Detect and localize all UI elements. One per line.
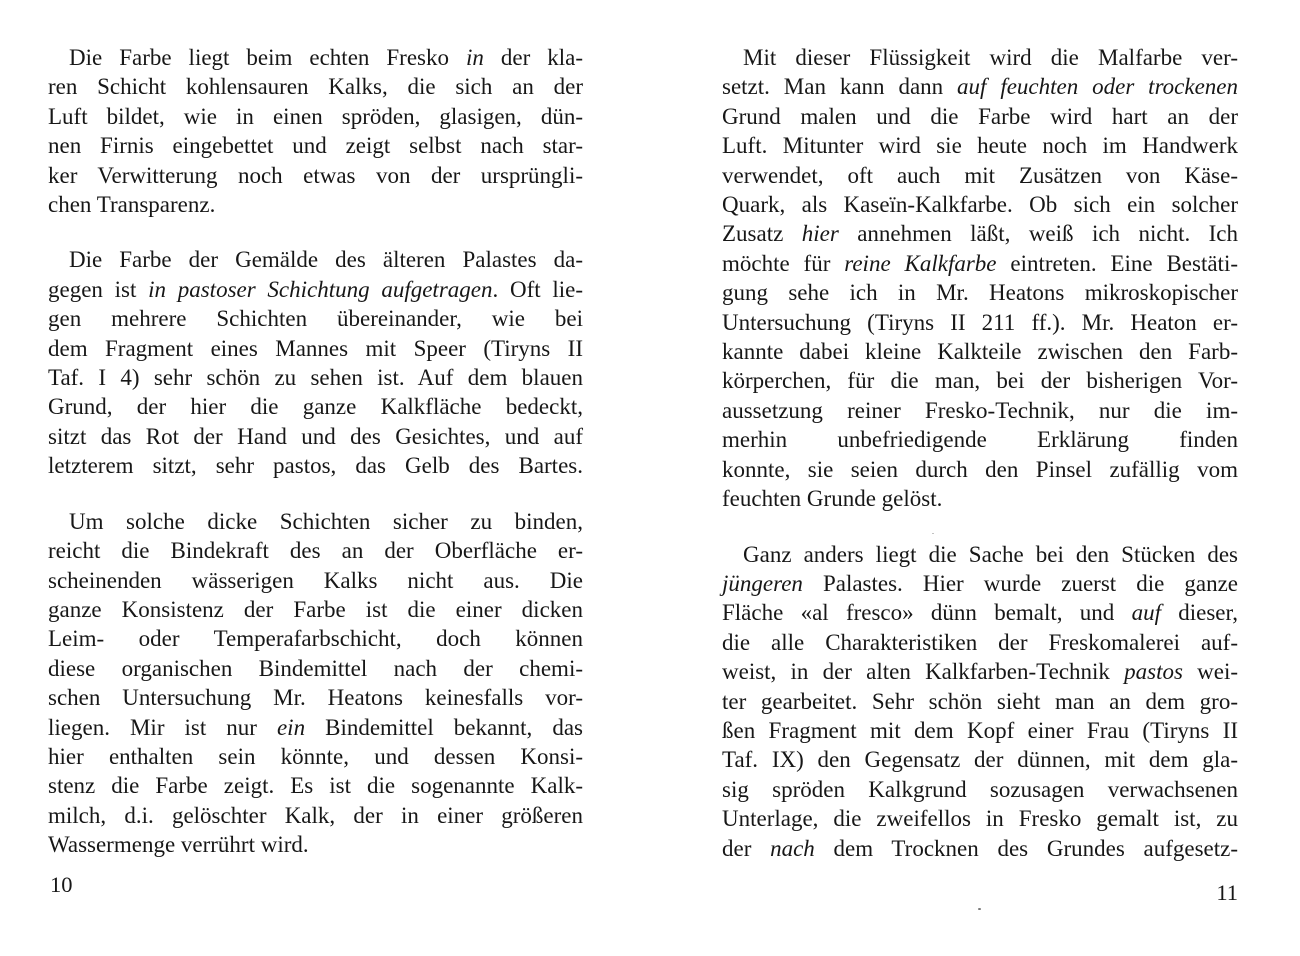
- page-right-text-block: [722, 43, 1238, 863]
- italic-text-segment: in pastoser Schichtung aufgetragen: [148, 276, 493, 302]
- text-segment: Die Farbe der Gemälde des älteren Palastes da-: [69, 247, 583, 273]
- text-line: [722, 425, 1238, 454]
- text-segment: Zusatz: [722, 221, 802, 247]
- text-line: [48, 624, 583, 653]
- text-line: [48, 190, 583, 219]
- text-segment: Mit dieser Flüssigkeit wird die Malfarbe ver-: [743, 45, 1238, 70]
- text-line: [722, 249, 1238, 278]
- text-line: [722, 834, 1238, 863]
- text-segment: Quark, als Kaseïn-Kalkfarbe. Ob sich ein solcher: [722, 192, 1238, 218]
- scan-speck: [978, 908, 981, 910]
- text-segment: gen mehrere Schichten übereinander, wie bei: [48, 306, 583, 332]
- text-segment: körperchen, für die man, bei der bisherigen Vor-: [722, 368, 1238, 394]
- italic-text-segment: hier: [801, 221, 839, 247]
- text-segment: diese organischen Bindemittel nach der chemi-: [48, 655, 583, 681]
- text-segment: dieser,: [1160, 600, 1238, 626]
- text-segment: gung sehe ich in Mr. Heatons mikroskopischer: [722, 280, 1238, 306]
- text-segment: gegen ist: [48, 276, 149, 302]
- text-line: [48, 713, 583, 742]
- text-segment: merhin unbefriedigende Erklärung finden: [722, 427, 1238, 453]
- text-line: [722, 190, 1238, 219]
- text-segment: ter gearbeitet. Sehr schön sieht man an dem gro-: [722, 688, 1238, 714]
- text-line: [48, 43, 583, 72]
- text-segment: . Oft lie-: [492, 276, 583, 302]
- text-line: [48, 683, 583, 712]
- text-line: [722, 219, 1238, 248]
- text-segment: feuchten Grunde gelöst.: [722, 486, 943, 512]
- text-line: [48, 304, 583, 333]
- text-segment: wei-: [1182, 659, 1238, 685]
- text-line: [48, 334, 583, 363]
- text-line: [722, 687, 1238, 716]
- text-line: [722, 102, 1238, 131]
- text-segment: setzt. Man kann dann: [722, 74, 958, 100]
- text-line: [48, 72, 583, 101]
- text-line: [48, 507, 583, 536]
- paragraph: [48, 245, 583, 480]
- text-segment: möchte für: [722, 250, 845, 276]
- text-line: [722, 72, 1238, 101]
- text-segment: Luft bildet, wie in einen spröden, glasigen, dün-: [48, 103, 583, 129]
- text-segment: Luft. Mitunter wird sie heute noch im Handwerk: [722, 133, 1238, 159]
- text-segment: nen Firnis eingebettet und zeigt selbst nach star-: [48, 133, 583, 159]
- text-segment: Bindemittel bekannt, das: [305, 714, 583, 740]
- text-segment: Unterlage, die zweifellos in Fresko gemalt ist, zu: [722, 806, 1238, 832]
- text-line: [722, 337, 1238, 366]
- text-segment: chen Transparenz.: [48, 192, 216, 218]
- text-segment: sig spröden Kalkgrund sozusagen verwachsenen: [722, 776, 1238, 802]
- text-segment: kannte dabei kleine Kalkteile zwischen den Farb-: [722, 339, 1238, 365]
- text-segment: der: [722, 835, 771, 861]
- text-line: [48, 771, 583, 800]
- text-line: [722, 366, 1238, 395]
- text-line: [722, 657, 1238, 686]
- text-line: [722, 804, 1238, 833]
- text-segment: verwendet, oft auch mit Zusätzen von Käse-: [722, 162, 1238, 188]
- text-segment: Grund malen und die Farbe wird hart an der: [722, 103, 1238, 129]
- italic-text-segment: in: [466, 45, 484, 70]
- text-segment: liegen. Mir ist nur: [48, 714, 277, 740]
- text-segment: Ganz anders liegt die Sache bei den Stücken des: [743, 541, 1238, 567]
- text-line: [722, 598, 1238, 627]
- text-segment: ganze Konsistenz der Farbe ist die einer dicken: [48, 596, 583, 622]
- text-segment: Leim- oder Temperafarbschicht, doch können: [48, 626, 583, 652]
- italic-text-segment: reine Kalkfarbe: [844, 250, 997, 276]
- italic-text-segment: auf feuchten oder trockenen: [957, 74, 1238, 100]
- text-segment: Die Farbe liegt beim echten Fresko: [69, 45, 466, 70]
- text-line: [722, 455, 1238, 484]
- text-line: [48, 654, 583, 683]
- text-line: [48, 131, 583, 160]
- text-line: [48, 536, 583, 565]
- text-segment: Untersuchung (Tiryns II 211 ff.). Mr. Heaton er-: [722, 309, 1238, 335]
- text-segment: Um solche dicke Schichten sicher zu binden,: [69, 508, 583, 534]
- page-left-text-block: [48, 43, 583, 860]
- text-segment: Wassermenge verrührt wird.: [48, 832, 309, 858]
- text-segment: der kla-: [483, 45, 583, 70]
- text-segment: letzterem sitzt, sehr pastos, das Gelb des Bartes.: [48, 453, 583, 479]
- paragraph: [48, 507, 583, 860]
- italic-text-segment: pastos: [1124, 659, 1183, 685]
- paragraph: [722, 540, 1238, 863]
- text-line: [48, 566, 583, 595]
- text-segment: reicht die Bindekraft des an der Oberfläche er-: [48, 538, 583, 564]
- text-line: [48, 801, 583, 830]
- text-segment: aussetzung reiner Fresko-Technik, nur die im-: [722, 397, 1238, 423]
- text-segment: schen Untersuchung Mr. Heatons keinesfalls vor-: [48, 685, 583, 711]
- text-line: [48, 275, 583, 304]
- text-line: [48, 102, 583, 131]
- text-segment: Grund, der hier die ganze Kalkfläche bedeckt,: [48, 394, 583, 420]
- text-line: [722, 628, 1238, 657]
- text-line: [722, 131, 1238, 160]
- paragraph: [48, 43, 583, 219]
- text-segment: Palastes. Hier wurde zuerst die ganze: [802, 570, 1238, 596]
- scan-speck: [932, 533, 934, 534]
- text-line: [48, 595, 583, 624]
- text-line: [722, 308, 1238, 337]
- italic-text-segment: ein: [276, 714, 306, 740]
- text-segment: sitzt das Rot der Hand und des Gesichtes, und auf: [48, 423, 583, 449]
- text-segment: eintreten. Eine Bestäti-: [996, 250, 1238, 276]
- text-segment: die alle Charakteristiken der Freskomalerei auf-: [722, 629, 1238, 655]
- text-line: [722, 716, 1238, 745]
- paragraph: [722, 43, 1238, 514]
- text-line: [48, 363, 583, 392]
- text-line: [722, 775, 1238, 804]
- text-segment: ren Schicht kohlensauren Kalks, die sich an der: [48, 74, 583, 100]
- italic-text-segment: jüngeren: [722, 570, 803, 596]
- text-line: [722, 161, 1238, 190]
- page-number-right: 11: [1216, 880, 1238, 905]
- text-segment: weist, in der alten Kalkfarben-Technik: [722, 659, 1125, 685]
- text-line: [48, 830, 583, 859]
- italic-text-segment: auf: [1131, 600, 1161, 626]
- text-segment: stenz die Farbe zeigt. Es ist die sogenannte Kalk-: [48, 773, 583, 799]
- text-segment: Taf. I 4) sehr schön zu sehen ist. Auf dem blauen: [48, 365, 583, 391]
- text-segment: hier enthalten sein könnte, und dessen Konsi-: [48, 743, 583, 769]
- italic-text-segment: nach: [770, 835, 815, 861]
- text-line: [722, 43, 1238, 72]
- text-line: [722, 745, 1238, 774]
- text-line: [722, 396, 1238, 425]
- text-line: [48, 161, 583, 190]
- text-segment: scheinenden wässerigen Kalks nicht aus. Die: [48, 567, 583, 593]
- text-segment: annehmen läßt, weiß ich nicht. Ich: [838, 221, 1238, 247]
- text-line: [722, 540, 1238, 569]
- text-line: [48, 245, 583, 274]
- text-line: [48, 422, 583, 451]
- text-line: [722, 484, 1238, 513]
- text-segment: dem Trocknen des Grundes aufgesetz-: [814, 835, 1238, 861]
- text-segment: Taf. IX) den Gegensatz der dünnen, mit dem gla-: [722, 747, 1238, 773]
- text-segment: milch, d.i. gelöschter Kalk, der in einer größeren: [48, 802, 583, 828]
- text-line: [722, 569, 1238, 598]
- page-number-left: 10: [50, 872, 73, 897]
- text-segment: konnte, sie seien durch den Pinsel zufällig vom: [722, 456, 1238, 482]
- text-segment: dem Fragment eines Mannes mit Speer (Tiryns II: [48, 335, 583, 361]
- text-line: [48, 742, 583, 771]
- text-segment: ßen Fragment mit dem Kopf einer Frau (Tiryns II: [722, 717, 1238, 743]
- text-segment: Fläche «al fresco» dünn bemalt, und: [722, 600, 1132, 626]
- text-line: [722, 278, 1238, 307]
- text-line: [48, 392, 583, 421]
- text-line: [48, 451, 583, 480]
- text-segment: ker Verwitterung noch etwas von der ursprüngli-: [48, 162, 583, 188]
